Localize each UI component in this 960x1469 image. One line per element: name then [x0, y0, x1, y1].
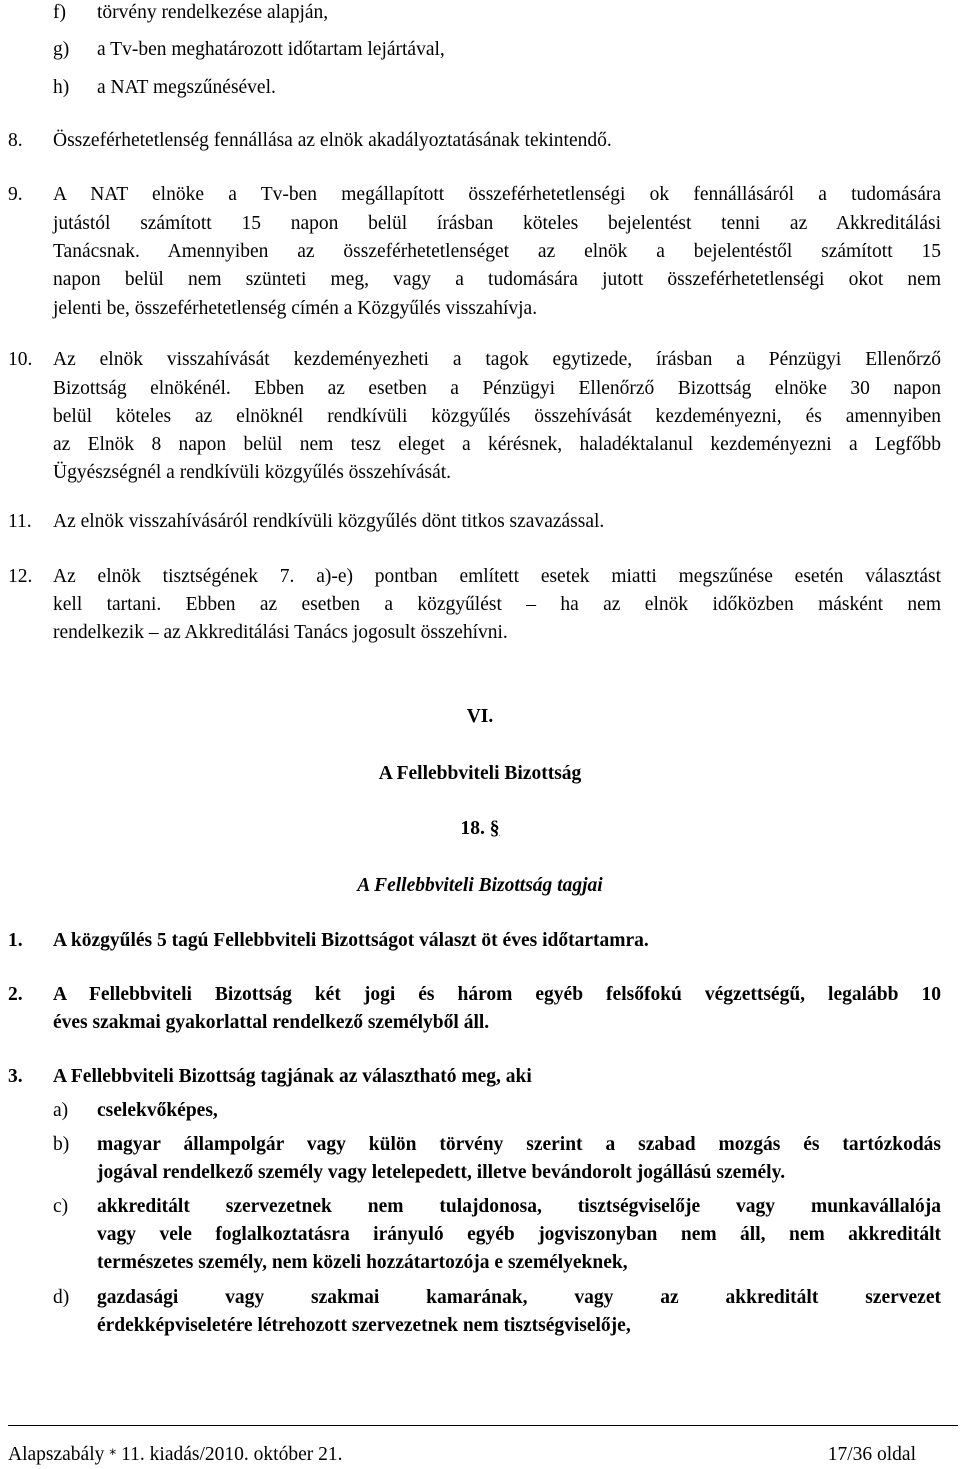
item-line: akkreditált szervezetnek nem tulajdonosa, tisztségviselője vagy munkavállalója: [97, 1196, 941, 1217]
paragraph-number: 1.: [8, 930, 23, 951]
chapter-number: VI.: [466, 706, 494, 727]
item-text: a Tv-ben meghatározott időtartam lejártával,: [97, 39, 445, 60]
item-line: jogával rendelkező személy vagy letelepedett, illetve bevándorolt jogállású személy.: [97, 1162, 786, 1183]
paragraph-line: Az elnök visszahívását kezdeményezheti a tagok egytizede, írásban a Pénzügyi Ellenőrző: [53, 349, 941, 370]
paragraph-number: 2.: [8, 984, 23, 1005]
section-number: 18.: [460, 818, 485, 839]
paragraph-line: az Elnök 8 napon belül nem tesz eleget a kérésnek, haladéktalanul kezdeményezni a Legfőbb: [53, 434, 941, 455]
item-label: c): [53, 1196, 69, 1217]
item-label: g): [53, 39, 70, 60]
item-label: f): [53, 2, 66, 23]
item-line: vagy vele foglalkoztatásra irányuló egyéb jogviszonyban nem áll, nem akkreditált: [97, 1224, 941, 1245]
paragraph-number: 12.: [8, 566, 33, 587]
paragraph-line: jutástól számított 15 napon belül írásban köteles bejelentést tenni az Akkreditálási: [53, 213, 941, 234]
item-line: gazdasági vagy szakmai kamarának, vagy az akkreditált szervezet: [97, 1287, 941, 1308]
paragraph-number: 3.: [8, 1066, 23, 1087]
paragraph-line: kell tartani. Ebben az esetben a közgyűlést – ha az elnök időközben másként nem: [53, 594, 941, 615]
paragraph-text: Az elnök visszahívásáról rendkívüli közgyűlés dönt titkos szavazással.: [53, 511, 605, 532]
paragraph-line: napon belül nem szünteti meg, vagy a tudomására jutott összeférhetetlenségi okot nem: [53, 269, 941, 290]
paragraph-line: Az elnök tisztségének 7. a)-e) pontban említett esetek miatti megszűnése esetén választást: [53, 566, 941, 587]
footer-edition-date: 11. kiadás/2010. október 21.: [121, 1444, 343, 1465]
footer-document-name: Alapszabály: [8, 1444, 105, 1465]
item-label: a): [53, 1100, 69, 1121]
paragraph-line: Tanácsnak. Amennyiben az összeférhetetlenséget az elnök a bejelentéstől számított 15: [53, 241, 941, 262]
page-number: 17/36 oldal: [827, 1444, 916, 1465]
asterisk-icon: *: [109, 1447, 117, 1463]
section-subtitle: A Fellebbviteli Bizottság tagjai: [357, 875, 603, 896]
chapter-title: A Fellebbviteli Bizottság: [378, 763, 582, 784]
paragraph-number: 9.: [8, 184, 23, 205]
paragraph-text: A Fellebbviteli Bizottság tagjának az választható meg, aki: [53, 1066, 532, 1087]
item-text: törvény rendelkezése alapján,: [97, 2, 329, 23]
paragraph-line: rendelkezik – az Akkreditálási Tanács jogosult összehívni.: [53, 622, 508, 643]
item-line: természetes személy, nem közeli hozzátartozója e személyeknek,: [97, 1252, 628, 1273]
item-label: h): [53, 77, 70, 98]
item-line: magyar állampolgár vagy külön törvény szerint a szabad mozgás és tartózkodás: [97, 1134, 941, 1155]
paragraph-text: Összeférhetetlenség fennállása az elnök akadályoztatásának tekintendő.: [53, 130, 612, 151]
section-heading: [0, 815, 960, 843]
footer-divider: [8, 1425, 958, 1426]
item-line: cselekvőképes,: [97, 1100, 218, 1121]
item-label: d): [53, 1287, 70, 1308]
item-line: érdekképviseletére létrehozott szervezetnek nem tisztségviselője,: [97, 1315, 631, 1336]
paragraph-number: 10.: [8, 349, 33, 370]
paragraph-line: jelenti be, összeférhetetlenség címén a Közgyűlés visszahívja.: [53, 298, 538, 319]
paragraph-line: A NAT elnöke a Tv-ben megállapított összeférhetetlenségi ok fennállásáról a tudomására: [53, 184, 941, 205]
paragraph-line: éves szakmai gyakorlattal rendelkező személyből áll.: [53, 1012, 490, 1033]
section-symbol: §: [489, 818, 500, 839]
item-text: a NAT megszűnésével.: [97, 77, 276, 98]
paragraph-line: A Fellebbviteli Bizottság két jogi és három egyéb felsőfokú végzettségű, legalább 10: [53, 984, 941, 1005]
paragraph-line: Ügyészségnél a rendkívüli közgyűlés összehívását.: [53, 462, 452, 483]
paragraph-text: A közgyűlés 5 tagú Fellebbviteli Bizottságot választ öt éves időtartamra.: [53, 930, 649, 951]
paragraph-line: belül köteles az elnöknél rendkívüli közgyűlés összehívását kezdeményezni, és amennyiben: [53, 406, 941, 427]
footer-edition: [8, 1441, 342, 1469]
item-label: b): [53, 1134, 70, 1155]
paragraph-line: Bizottság elnökénél. Ebben az esetben a Pénzügyi Ellenőrző Bizottság elnöke 30 napon: [53, 378, 941, 399]
paragraph-number: 8.: [8, 130, 23, 151]
paragraph-number: 11.: [8, 511, 32, 532]
